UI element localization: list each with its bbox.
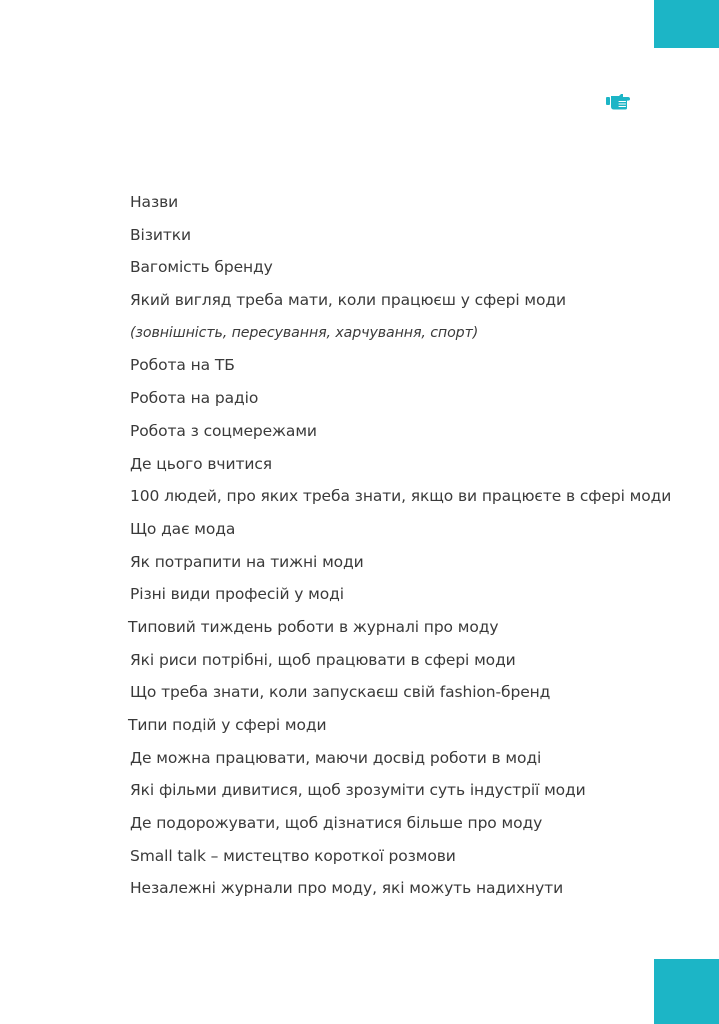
topic-item: Візитки	[130, 225, 192, 244]
topic-item: Як потрапити на тижні моди	[130, 552, 364, 571]
topic-item: Робота на ТБ	[130, 356, 235, 375]
topic-item: Small talk – мистецтво короткої розмови	[130, 846, 456, 865]
pointing-hand-icon	[606, 92, 633, 110]
topic-item: Що треба знати, коли запускаєш свій fashion-бренд	[130, 683, 551, 702]
topic-item: Типи подій у сфері моди	[128, 716, 327, 734]
topic-item: Який вигляд треба мати, коли працюєш у сфері моди	[130, 291, 566, 310]
topic-item: Де цього вчитися	[130, 454, 273, 473]
topic-item: Які риси потрібні, щоб працювати в сфері моди	[130, 650, 516, 669]
topic-item: Робота з соцмережами	[130, 421, 317, 440]
corner-tab-bottom	[654, 959, 719, 1024]
corner-tab-top	[654, 0, 719, 48]
topic-item: Типовий тиждень роботи в журналі про моду	[128, 617, 499, 636]
topic-item: Що дає мода	[130, 519, 236, 538]
topic-item: Які фільми дивитися, щоб зрозуміти суть індустрії моди	[130, 781, 586, 800]
topic-item: Незалежні журнали про моду, які можуть надихнути	[130, 879, 564, 898]
topic-note: (зовнішність, пересування, харчування, спорт)	[130, 324, 479, 341]
topic-item: Назви	[130, 193, 179, 211]
topic-item: Де подорожувати, щоб дізнатися більше про моду	[130, 814, 543, 833]
topic-item: 100 людей, про яких треба знати, якщо ви працюєте в сфері моди	[130, 487, 672, 506]
topic-item: Вагомість бренду	[130, 258, 273, 277]
topic-list	[130, 190, 671, 909]
topic-item: Різні види професій у моді	[130, 585, 344, 604]
topic-item: Робота на радіо	[130, 389, 259, 408]
topic-item: Де можна працювати, маючи досвід роботи в моді	[130, 748, 542, 767]
